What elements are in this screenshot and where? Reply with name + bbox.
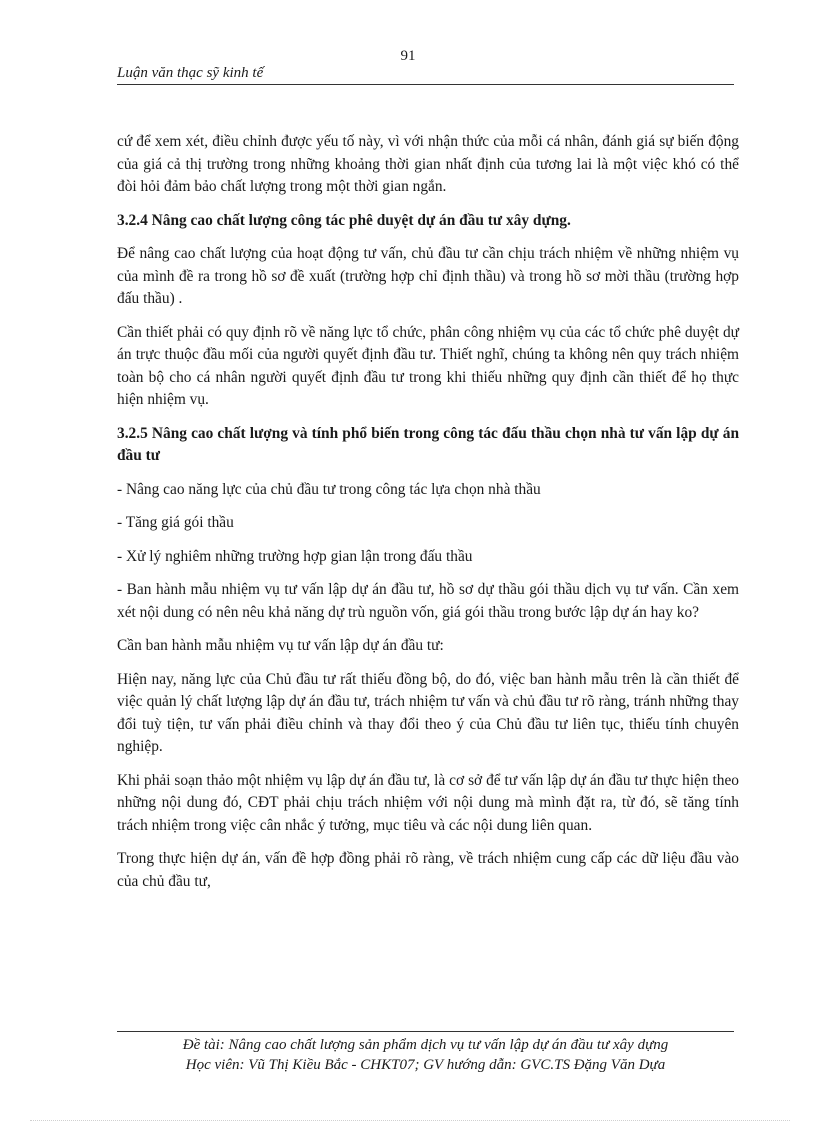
list-item: - Xử lý nghiêm những trường hợp gian lận trong đấu thầu — [117, 547, 473, 565]
section-heading-3-2-4: 3.2.4 Nâng cao chất lượng công tác phê duyệt dự án đầu tư xây dựng. — [117, 211, 571, 229]
running-header: Luận văn thạc sỹ kinh tế — [117, 64, 734, 85]
list-item: - Tăng giá gói thầu — [117, 514, 234, 531]
paragraph-khi: Khi phải soạn thảo một nhiệm vụ lập dự án đầu tư, là cơ sở để tư vấn lập dự án đầu tư thực hiện theo những nội dung đó, CĐT phải chịu trách nhiệm với nội dung mà mình đặt ra, từ đó, sẽ tăng tính trách nhiệm trong việc cân nhắc ý tưởng, mục tiêu và các nội dung liên quan. — [117, 771, 739, 834]
list-item: - Nâng cao năng lực của chủ đầu tư trong công tác lựa chọn nhà thầu — [117, 480, 541, 498]
page-footer — [117, 1031, 734, 1075]
paragraph-trong: Trong thực hiện dự án, vấn đề hợp đồng phải rõ ràng, về trách nhiệm cung cấp các dữ liệu đầu vào của chủ đầu tư, — [117, 850, 739, 890]
paragraph-hien-nay: Hiện nay, năng lực của Chủ đầu tư rất thiếu đồng bộ, do đó, việc ban hành mẫu trên là cần thiết để việc quản lý chất lượng lập dự án đầu tư, trách nhiệm tư vấn và chủ đầu tư rõ ràng, tránh những thay đổi tuỳ tiện, tư vấn phải điều chỉnh và thay đổi theo ý của Chủ đầu tư liên tục, thiếu tính chuyên nghiệp. — [117, 670, 739, 755]
bottom-divider — [30, 1120, 790, 1121]
section-heading-3-2-5: 3.2.5 Nâng cao chất lượng và tính phổ biến trong công tác đấu thầu chọn nhà tư vấn lập dự án đầu tư — [117, 424, 739, 464]
page-number: 91 — [400, 48, 416, 64]
paragraph-3-2-4-a: Để nâng cao chất lượng của hoạt động tư vấn, chủ đầu tư cần chịu trách nhiệm về những nhiệm vụ của mình đề ra trong hồ sơ đề xuất (trường hợp chỉ định thầu) và trong hồ sơ mời thầu (trường hợp đấu thầu) . — [117, 245, 739, 307]
paragraph-3-2-4-b: Cần thiết phải có quy định rõ về năng lực tổ chức, phân công nhiệm vụ của các tổ chức phê duyệt dự án trực thuộc đầu mối của người quyết định đầu tư. Thiết nghĩ, chúng ta không nên quy trách nhiệm toàn bộ cho cá nhân người quyết định đầu tư trong khi thiếu những quy định cần thiết để họ thực hiện nhiệm vụ. — [117, 323, 739, 408]
footer-topic: Đề tài: Nâng cao chất lượng sản phẩm dịch vụ tư vấn lập dự án đầu tư xây dựng — [182, 1037, 669, 1053]
list-item: - Ban hành mẫu nhiệm vụ tư vấn lập dự án đầu tư, hồ sơ dự thầu gói thầu dịch vụ tư vấn. Cần xem xét nội dung có nên nêu khả năng dự trù nguồn vốn, giá gói thầu trong bước lập dự án hay ko? — [117, 581, 739, 621]
page-content — [117, 131, 739, 904]
paragraph-mau: Cần ban hành mẫu nhiệm vụ tư vấn lập dự án đầu tư: — [117, 637, 444, 654]
paragraph-intro: cứ để xem xét, điều chỉnh được yếu tố này, vì với nhận thức của mỗi cá nhân, đánh giá sự biến động của giá cả thị trường trong những khoảng thời gian nhất định của tương lai là một việc khó có thể đòi hỏi đảm bảo chất lượng trong một thời gian ngắn. — [117, 133, 739, 195]
footer-student: Học viên: Vũ Thị Kiều Bắc - CHKT07; GV hướng dẫn: GVC.TS Đặng Văn Dựa — [185, 1057, 666, 1073]
